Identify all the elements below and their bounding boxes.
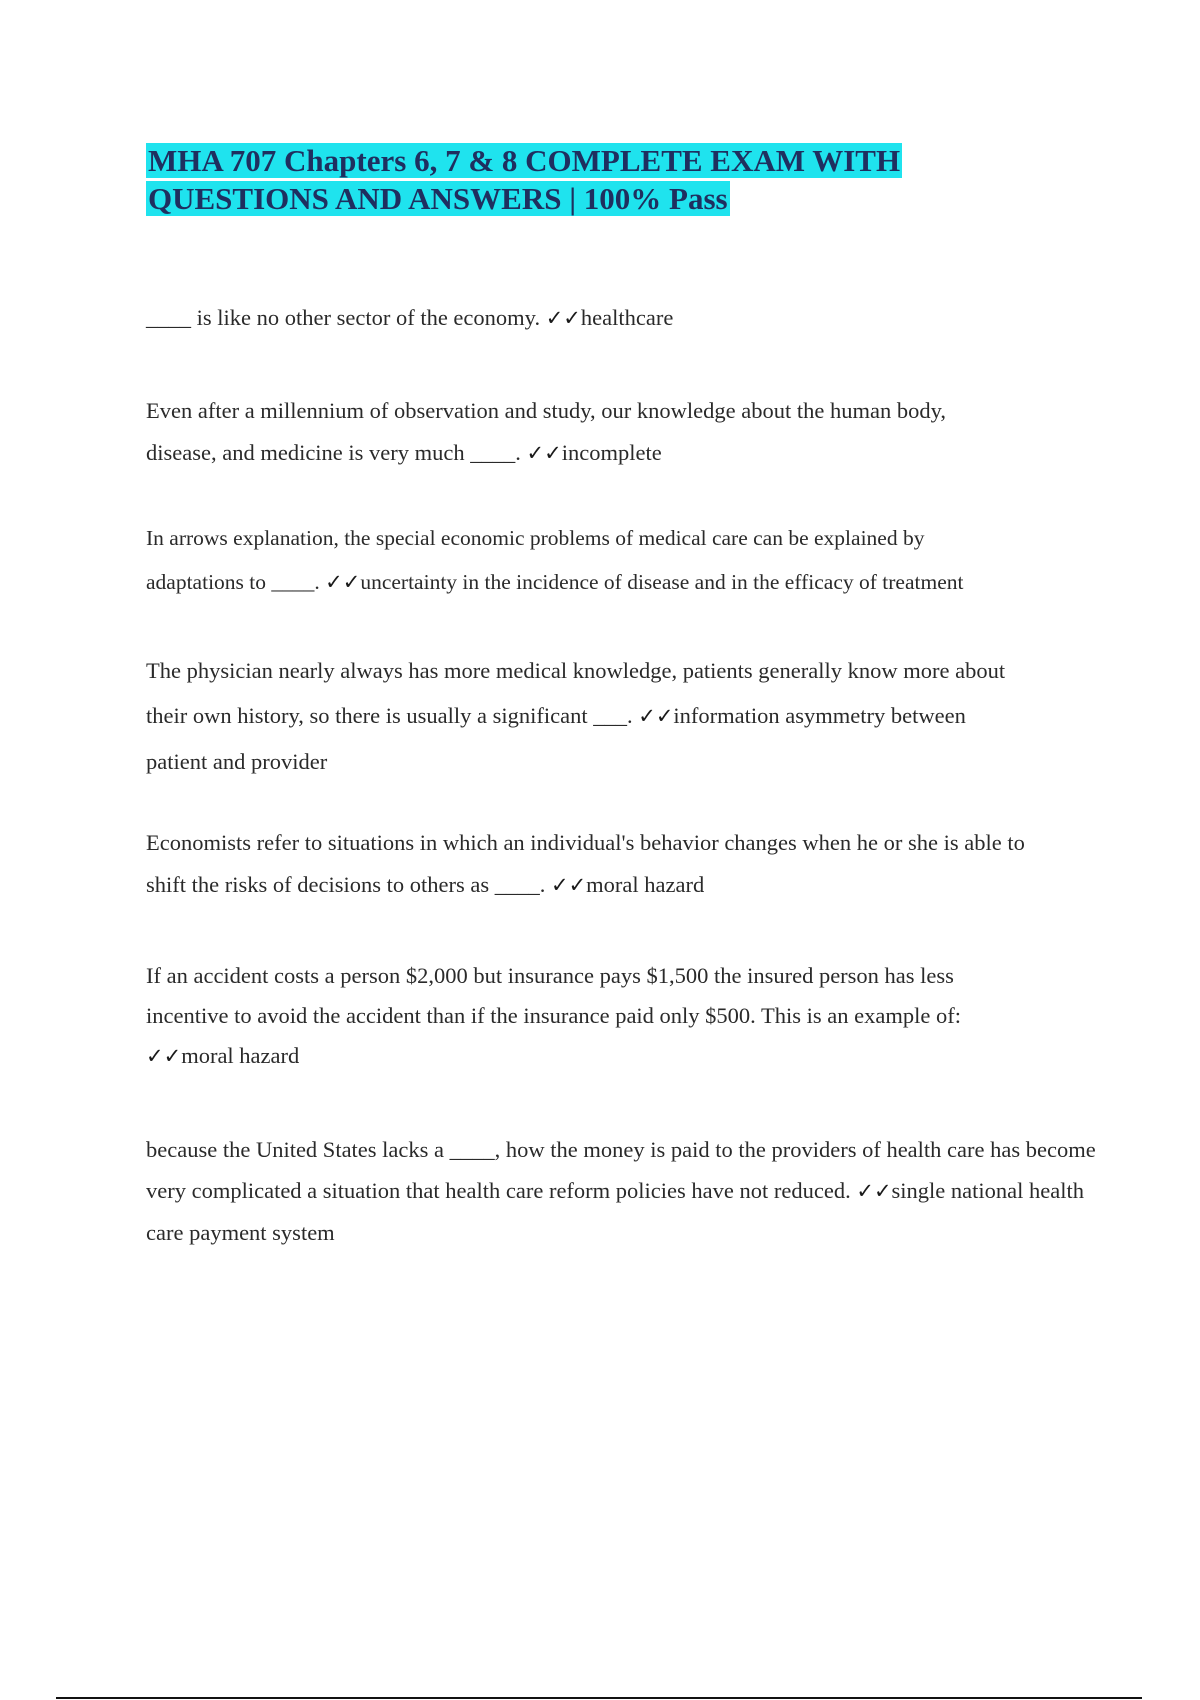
answer-text: information asymmetry between patient and provider [146,703,966,774]
check-mark-icon: ✓✓ [545,306,581,330]
qa-item [146,822,1026,906]
qa-item [146,390,966,474]
qa-item [146,956,1036,1076]
answer-text: moral hazard [181,1043,300,1068]
qa-item [146,302,1096,334]
qa-item [146,1129,1096,1253]
check-mark-icon: ✓✓ [325,570,361,594]
title-highlight: MHA 707 Chapters 6, 7 & 8 COMPLETE EXAM WITH QUESTIONS AND ANSWERS | 100% Pass [148,143,901,216]
check-mark-icon: ✓✓ [856,1179,892,1203]
answer-text: healthcare [580,305,674,330]
check-mark-icon: ✓✓ [146,1044,182,1068]
document-title [146,142,1046,218]
question-text: If an accident costs a person $2,000 but insurance pays $1,500 the insured person has less incentive to avoid the accident than if the insurance paid only $500. This is an example of: [146,963,961,1028]
qa-item [146,648,1026,784]
check-mark-icon: ✓✓ [526,441,562,465]
qa-item [146,516,1026,604]
answer-text: single national health care payment system [146,1178,1084,1245]
question-text: The physician nearly always has more medical knowledge, patients generally know more about their own history, so there is usually a significant ___. [146,658,1006,728]
answer-text: uncertainty in the incidence of disease and in the efficacy of treatment [360,570,964,594]
answer-text: incomplete [561,440,662,465]
answer-text: moral hazard [586,872,705,897]
question-text: ____ is like no other sector of the economy. [146,305,541,330]
question-text: In arrows explanation, the special economic problems of medical care can be explained by adaptations to ____. [146,526,925,594]
check-mark-icon: ✓✓ [638,704,674,728]
question-text: Economists refer to situations in which an individual's behavior changes when he or she is able to shift the risks of decisions to others as ____. [146,830,1025,897]
footer-divider [56,1697,1142,1699]
question-text: Even after a millennium of observation and study, our knowledge about the human body, disease, and medicine is very much ____. [146,398,947,465]
question-text: because the United States lacks a ____, how the money is paid to the providers of health care has become very complicated a situation that health care reform policies have not reduced. [146,1137,1096,1203]
check-mark-icon: ✓✓ [550,873,587,897]
